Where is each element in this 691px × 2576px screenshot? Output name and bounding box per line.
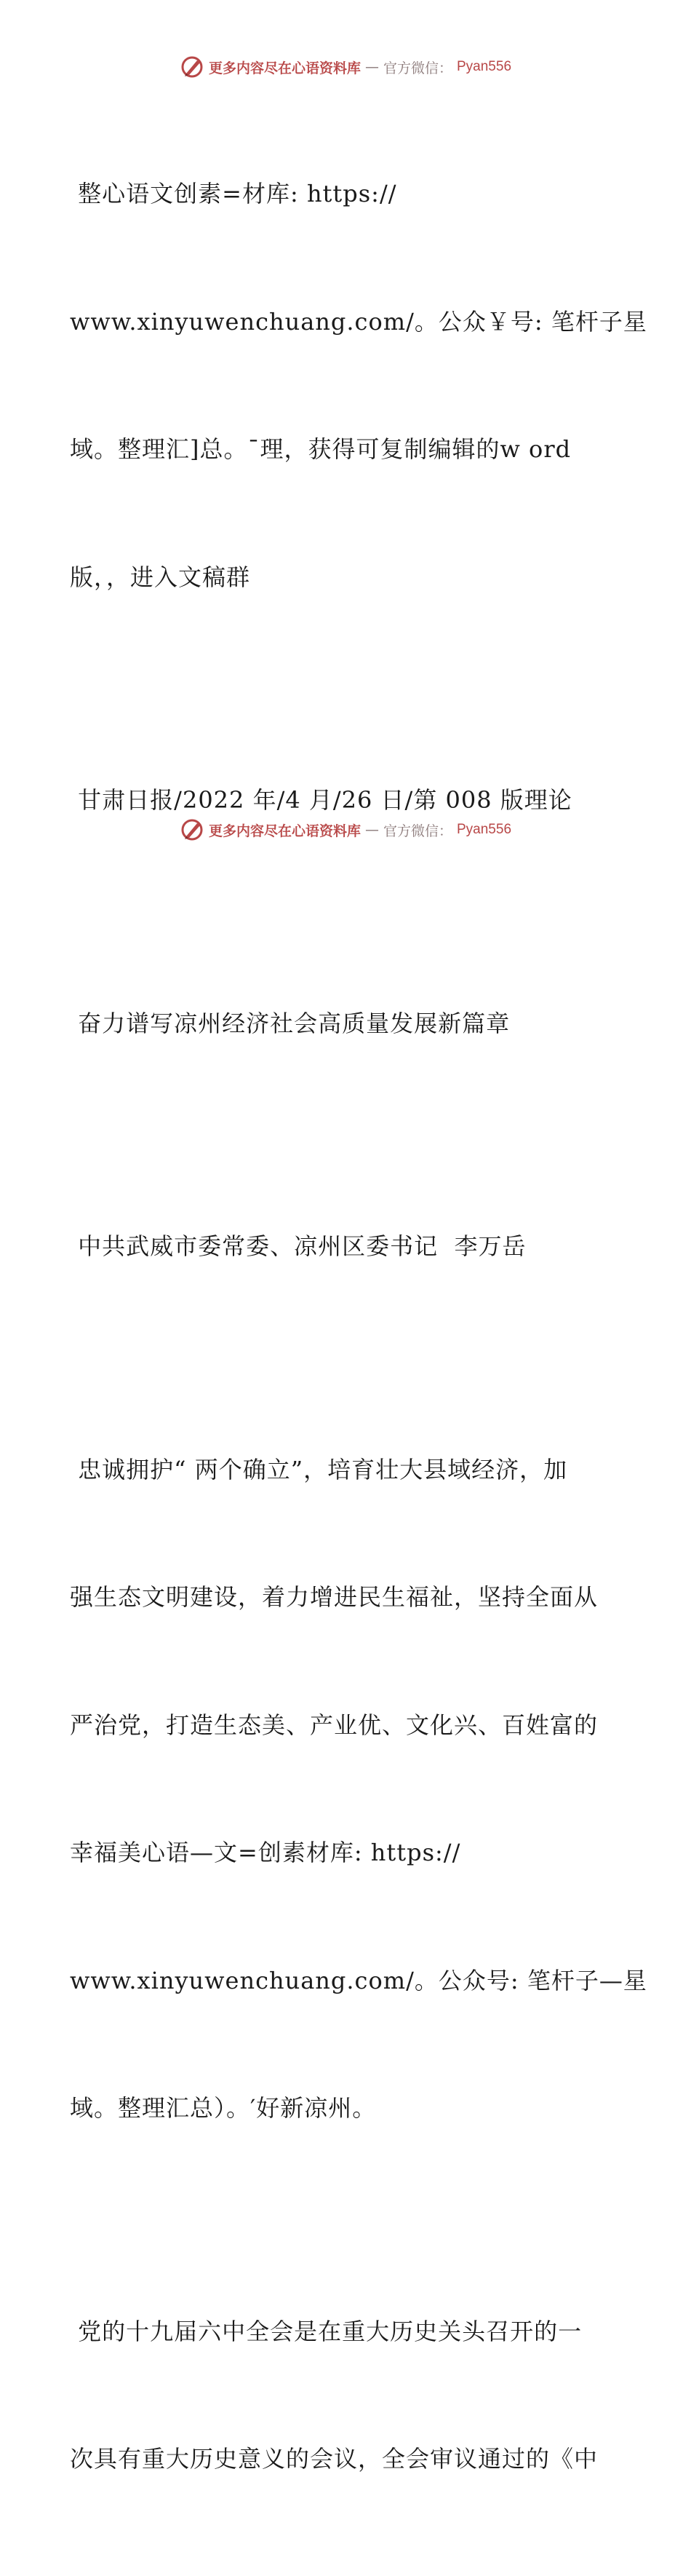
text-line: www.xinyuwenchuang.com/。公众号: 笔杆子—星 xyxy=(70,1966,647,1994)
banner-dash: — xyxy=(364,822,379,838)
header-watermark-banner xyxy=(0,52,691,82)
banner-site-text: 更多内容尽在心语资料库 xyxy=(208,823,361,839)
text-line: 域。整理汇总）。′好新凉州。 xyxy=(70,2094,377,2122)
pen-logo-icon xyxy=(180,817,204,842)
text-line: www.xinyuwenchuang.com/。公众￥号: 笔杆子星 xyxy=(70,307,647,336)
banner-dash: — xyxy=(364,59,379,75)
banner-site-text: 更多内容尽在心语资料库 xyxy=(208,60,361,76)
text-line: 甘肃日报/2022 年/4 月/26 日/第 008 版理论 xyxy=(70,786,572,814)
banner-wechat-label: 官方微信： xyxy=(383,60,452,76)
text-line: 严治党，打造生态美、产业优、文化兴、百姓富的 xyxy=(70,1711,599,1739)
banner-wechat-id: Pyan556 xyxy=(457,822,512,837)
paragraph-article-title xyxy=(70,917,630,1130)
text-line: 强生态文明建设，着力增进民生福祉，坚持全面从 xyxy=(70,1583,599,1611)
pen-logo-icon xyxy=(180,55,204,79)
text-line: 版，，进入文稿群 xyxy=(70,563,251,591)
text-line: 域。整理汇]总。¯理，获得可复制编辑的w ord xyxy=(70,435,572,463)
banner-wechat-id: Pyan556 xyxy=(457,59,512,74)
document-body xyxy=(70,87,647,2576)
text-line: 党的十九届六中全会是在重大历史关头召开的一 xyxy=(70,2317,583,2345)
text-line: 奋力谱写凉州经济社会高质量发展新篇章 xyxy=(70,1009,511,1037)
paragraph-summary xyxy=(70,1363,647,2215)
paragraph-source-notice xyxy=(70,87,647,683)
paragraph-author xyxy=(70,1140,630,1353)
paragraph-body xyxy=(70,2225,630,2566)
paragraph-publication-info xyxy=(70,694,630,907)
text-line: 幸福美心语—文=创素材库: https:// xyxy=(70,1839,461,1866)
text-line: 整心语文创素=材库: https:// xyxy=(70,180,397,207)
footer-watermark-banner xyxy=(0,815,691,844)
text-line: 忠诚拥护“ 两个确立”，培育壮大县域经济，加 xyxy=(70,1455,568,1483)
text-line: 中共武威市委常委、凉州区委书记 李万岳 xyxy=(70,1232,527,1260)
banner-wechat-label: 官方微信： xyxy=(383,823,452,839)
text-line: 次具有重大历史意义的会议，全会审议通过的《中 xyxy=(70,2445,599,2473)
